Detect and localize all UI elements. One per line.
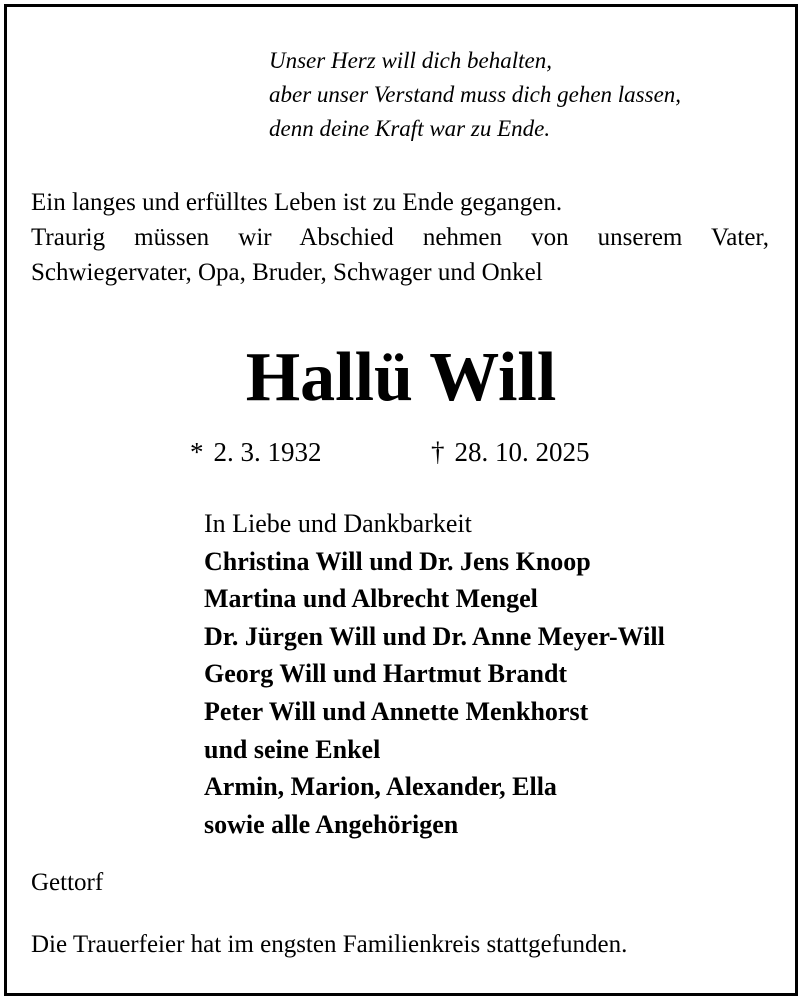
intro-line: Schwiegervater, Opa, Bruder, Schwager und Onkel (31, 259, 543, 286)
birth-date-line (190, 436, 322, 468)
intro-text (31, 185, 769, 290)
family-member: Georg Will und Hartmut Brandt (204, 659, 568, 689)
family-signatures (204, 505, 665, 843)
family-intro: In Liebe und Dankbarkeit (204, 509, 472, 538)
family-member: sowie alle Angehörigen (204, 809, 459, 839)
family-member: Christina Will und Dr. Jens Knoop (204, 546, 591, 576)
poem-line: aber unser Verstand muss dich gehen lassen, (269, 82, 682, 107)
intro-line: Ein langes und erfülltes Leben ist zu Ende gegangen. (31, 189, 563, 216)
death-symbol: † (431, 437, 445, 467)
notice-border (4, 4, 798, 996)
death-date-line (431, 436, 590, 468)
birth-symbol: * (190, 437, 204, 467)
family-member: Martina und Albrecht Mengel (204, 584, 538, 614)
poem-line: denn deine Kraft war zu Ende. (269, 116, 551, 141)
family-member: Peter Will und Annette Menkhorst (204, 696, 589, 726)
poem-line: Unser Herz will dich behalten, (269, 48, 552, 73)
intro-line: Traurig müssen wir Abschied nehmen von unserem Vater, (31, 224, 769, 251)
death-date: 28. 10. 2025 (454, 437, 590, 467)
family-member: Armin, Marion, Alexander, Ella (204, 772, 557, 802)
funeral-notice: Die Trauerfeier hat im engsten Familienkreis stattgefunden. (31, 931, 628, 958)
deceased-name: Hallü Will (245, 339, 557, 416)
birth-date: 2. 3. 1932 (213, 437, 322, 467)
place-name: Gettorf (31, 869, 104, 896)
poem (269, 44, 681, 146)
family-member: Dr. Jürgen Will und Dr. Anne Meyer-Will (204, 621, 665, 651)
family-member: und seine Enkel (204, 734, 381, 764)
